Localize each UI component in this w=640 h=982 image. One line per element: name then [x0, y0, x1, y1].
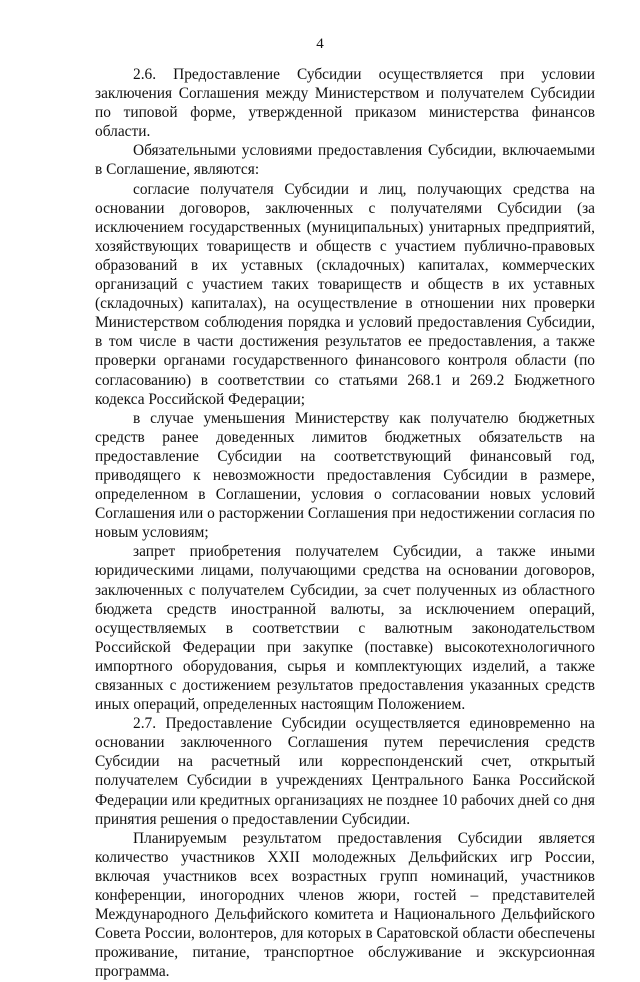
paragraph-condition-currency: запрет приобретения получателем Субсидии, а также иными юридическими лицами, получающими средства на основании договоров, заключенных с получателем Субсидии, за счет полученных из областного бюджета средств иностранной валюты, за исключением операций, осуществляемых в соответствии с валютным законодательством Российской Федерации при закупке (поставке) высокотехнологичного импортного оборудования, сырья и комплектующих изделий, а также связанных с достижением результатов предоставления указанных средств иных операций, определенных настоящим Положением.: [95, 543, 595, 714]
paragraph-conditions-intro: Обязательными условиями предоставления Субсидии, включаемыми в Соглашение, являются:: [95, 142, 595, 179]
paragraph-2-7: 2.7. Предоставление Субсидии осуществляется единовременно на основании заключенного Соглашения путем перечисления средств Субсидии на расчетный или корреспонденский счет, открытый получателем Субсидии в учреждениях Центрального Банка Российской Федерации или кредитных организациях не позднее 10 рабочих дней со дня принятия решения о предоставлении Субсидии.: [95, 715, 595, 828]
page-number: 4: [316, 36, 324, 52]
paragraph-condition-consent: согласие получателя Субсидии и лиц, получающих средства на основании договоров, заключенных с получателями Субсидии (за исключением государственных (муниципальных) унитарных предприятий, хозяйствующих товариществ и обществ с участием публично-правовых образований в их уставных (складочных) капиталах, коммерческих организаций с участием таких товариществ и обществ в их уставных (складочных) капиталах), на осуществление в отношении них проверки Министерством соблюдения порядка и условий предоставления Субсидии, в том числе в части достижения результатов ее предоставления, а также проверки органами государственного финансового контроля области (по согласованию) в соответствии со статьями 268.1 и 269.2 Бюджетного кодекса Российской Федерации;: [95, 180, 595, 408]
paragraph-condition-limits: в случае уменьшения Министерству как получателю бюджетных средств ранее доведенных лимитов бюджетных обязательств на предоставление Субсидии на соответствующий финансовый год, приводящего к невозможности предоставления Субсидии в размере, определенном в Соглашении, условия о согласовании новых условий Соглашения или о расторжении Соглашения при недостижении согласия по новым условиям;: [95, 409, 595, 542]
paragraph-planned-result: Планируемым результатом предоставления Субсидии является количество участников XXII молодежных Дельфийских игр России, включая участников всех возрастных групп номинаций, участников конференции, иногородних членов жюри, гостей – представителей Международного Дельфийского комитета и Национального Дельфийского Совета России, волонтеров, для которых в Саратовской области обеспечены проживание, питание, транспортное обслуживание и экскурсионная программа.: [95, 829, 595, 981]
paragraph-2-6: 2.6. Предоставление Субсидии осуществляется при условии заключения Соглашения между Министерством и получателем Субсидии по типовой форме, утвержденной приказом министерства финансов области.: [95, 66, 595, 141]
document-body: [95, 65, 595, 982]
